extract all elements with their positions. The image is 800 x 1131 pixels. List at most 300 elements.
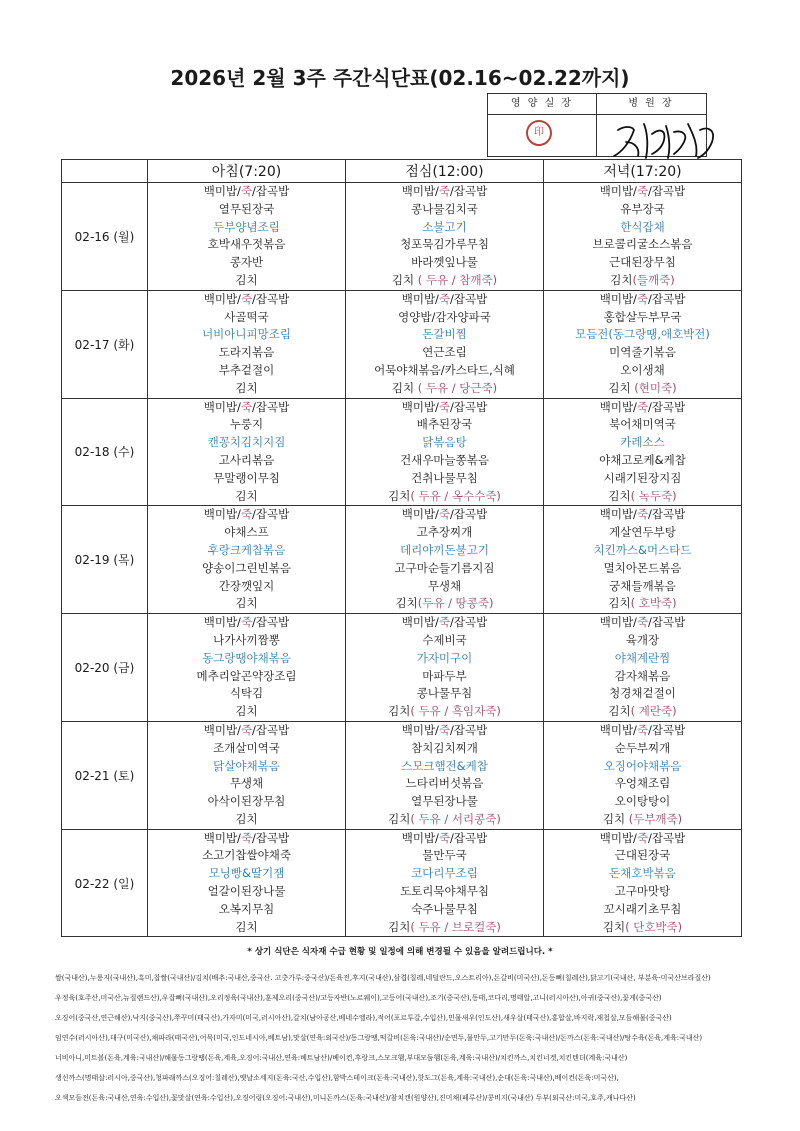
menu-item: [346, 362, 543, 380]
menu-item-text: ( 계란죽): [630, 704, 677, 719]
header-lunch: 점심(12:00): [346, 160, 544, 183]
menu-item-text: 너비아니피망조림: [202, 327, 291, 342]
menu-item-text: 한식잡채: [620, 219, 665, 234]
menu-item-text: 백미밥/: [401, 399, 439, 414]
menu-item: [148, 380, 345, 398]
lunch-cell: [346, 829, 544, 937]
menu-item-text: /잡곡밥: [648, 184, 686, 198]
menu-item: [346, 758, 543, 776]
menu-item-text: 백미밥/: [203, 722, 241, 737]
day-row: [62, 614, 742, 722]
menu-item-text: 죽: [438, 830, 451, 845]
menu-item: [148, 722, 345, 740]
menu-item-text: 죽: [240, 399, 253, 414]
menu-item-text: 죽: [240, 184, 253, 198]
menu-item-text: 죽: [636, 507, 649, 522]
menu-item-text: 열무된장국: [218, 201, 275, 216]
menu-item-text: 죽: [240, 722, 253, 737]
menu-item: [544, 865, 741, 883]
menu-item-text: ( 두유 / 흑임자죽): [410, 704, 501, 719]
menu-item: [148, 344, 345, 362]
header-dinner: 저녁(17:20): [544, 160, 742, 183]
menu-item-text: 건새우마늘쫑볶음: [400, 452, 489, 467]
dinner-cell: [544, 829, 742, 937]
menu-item-text: 홍합살두부무국: [603, 309, 682, 324]
menu-item: [346, 236, 543, 254]
menu-item: [346, 668, 543, 686]
menu-item: [148, 201, 345, 219]
menu-item: [148, 578, 345, 596]
menu-item-text: /잡곡밥: [252, 507, 290, 522]
menu-item-text: 오징어야채볶음: [603, 758, 682, 773]
origin-line: 쌀(국내산),누룽지(국내산),흑미,찹쌀(국내산)/김치(배추:국내산,중국산. 고춧가루:중국산)/돈육전,후지(국내산),삼겹(칠레,네덜란드,오스트리아),돈갈비(미국산),돈등뼈(칠레산),닭고기(국내산, 부분육-미국산브라질산): [55, 974, 711, 982]
menu-item-text: 스모크햄전&케찹: [401, 758, 488, 773]
menu-item: [148, 632, 345, 650]
menu-item-text: 배추된장국: [416, 417, 473, 432]
menu-item: [544, 399, 741, 417]
menu-item: [346, 542, 543, 560]
menu-item-text: 모듬전(동그랑땡,애호박전): [575, 327, 710, 342]
menu-item: [544, 685, 741, 703]
menu-item-text: /잡곡밥: [648, 722, 686, 737]
menu-item-text: 죽: [636, 184, 649, 198]
lunch-cell: [346, 183, 544, 291]
menu-item-text: /잡곡밥: [648, 399, 686, 414]
menu-item-text: 데리야끼돈불고기: [400, 542, 489, 557]
menu-item-text: 사골떡국: [224, 309, 269, 324]
menu-item-text: 게살연두부탕: [609, 525, 676, 540]
menu-item-text: 죽: [636, 399, 649, 414]
menu-item-text: 얼갈이된장나물: [207, 884, 286, 899]
menu-item: [544, 488, 741, 506]
menu-item-text: 오복지무침: [218, 901, 275, 916]
menu-item-text: 백미밥/: [203, 291, 241, 306]
breakfast-cell: [148, 506, 346, 614]
menu-item: [346, 865, 543, 883]
menu-item: [544, 614, 741, 632]
menu-item: [544, 703, 741, 721]
menu-item-text: 야채스프: [224, 525, 269, 540]
menu-item-text: 바라껫잎나물: [411, 255, 478, 270]
menu-item: [544, 524, 741, 542]
menu-item: [346, 614, 543, 632]
menu-item-text: 백미밥/: [599, 615, 637, 630]
breakfast-cell: [148, 183, 346, 291]
menu-item-text: /잡곡밥: [648, 830, 686, 845]
menu-item-text: 닭볶음탕: [422, 435, 467, 450]
menu-item-text: 김치: [235, 811, 258, 826]
menu-item-text: 김치: [602, 919, 626, 934]
menu-item: [544, 560, 741, 578]
menu-item-text: 죽: [438, 722, 451, 737]
menu-item: [544, 452, 741, 470]
menu-item: [346, 183, 543, 201]
menu-item: [544, 254, 741, 272]
approval-box: [487, 93, 707, 157]
menu-item-text: 백미밥/: [203, 830, 241, 845]
menu-item-text: 고사리볶음: [218, 452, 275, 467]
menu-item: [148, 614, 345, 632]
menu-item-text: 김치: [388, 919, 411, 934]
menu-item-text: 마파두부: [422, 668, 467, 683]
menu-item: [148, 919, 345, 937]
menu-item: [346, 434, 543, 452]
menu-item-text: 참치김치찌개: [411, 740, 478, 755]
day-date: 02-22 (일): [62, 829, 148, 937]
menu-item: [148, 272, 345, 290]
menu-item-text: ( 녹두죽): [630, 488, 677, 503]
menu-item: [346, 722, 543, 740]
lunch-cell: [346, 290, 544, 398]
menu-item-text: /잡곡밥: [252, 291, 290, 306]
origin-info: [55, 968, 755, 1108]
menu-item-text: 숙주나물무침: [411, 901, 478, 916]
menu-item: [346, 344, 543, 362]
menu-item: [148, 254, 345, 272]
menu-item: [544, 309, 741, 327]
day-date: 02-19 (목): [62, 506, 148, 614]
menu-item-text: 근대된장국: [614, 848, 671, 863]
menu-item-text: 시래기된장지짐: [603, 470, 682, 485]
menu-item-text: 영양밥/감자양파국: [398, 309, 491, 324]
weekly-menu-table: [61, 159, 742, 937]
menu-item: [148, 865, 345, 883]
menu-item: [544, 434, 741, 452]
menu-item: [148, 291, 345, 309]
menu-item: [148, 236, 345, 254]
menu-item: [148, 506, 345, 524]
menu-item: [346, 380, 543, 398]
menu-item-text: 어묵야채볶음/카스타드,식혜: [374, 362, 515, 377]
menu-item: [148, 362, 345, 380]
menu-item-text: 김치: [388, 488, 411, 503]
menu-item-text: 김치: [388, 704, 411, 719]
menu-item-text: 백미밥/: [599, 184, 637, 198]
menu-item-text: 김치: [235, 596, 258, 611]
menu-item: [346, 470, 543, 488]
header-row: [62, 160, 742, 183]
origin-line: 생선까스(명태살:러시아,중국산),청파래까스(오징어:칠레산),옛날소세지(돈육:국산,수입산),함박스테이크(돈육:국내산),핫도그(돈육,계육:국내산),순대(돈육:국내산),베이컨(돈육:미국산),: [55, 1074, 619, 1082]
menu-item: [544, 847, 741, 865]
day-row: [62, 829, 742, 937]
menu-item-text: 꼬시래기초무침: [603, 901, 682, 916]
menu-item-text: 닭살야채볶음: [213, 758, 280, 773]
menu-item: [148, 309, 345, 327]
menu-item: [148, 775, 345, 793]
menu-item: [544, 362, 741, 380]
menu-item-text: /잡곡밥: [648, 615, 686, 630]
menu-item-text: 캔꽁치김치지짐: [207, 435, 286, 450]
menu-item-text: 오이탕탕이: [614, 794, 671, 809]
menu-item-text: 김치: [608, 380, 635, 395]
day-row: [62, 398, 742, 506]
menu-item-text: 죽: [636, 722, 649, 737]
menu-item: [544, 650, 741, 668]
menu-item: [346, 488, 543, 506]
menu-item-text: 건취나물무침: [411, 470, 478, 485]
menu-item-text: 죽: [240, 830, 253, 845]
menu-item-text: 김치: [608, 704, 631, 719]
menu-item-text: 육개장: [625, 632, 660, 647]
menu-item: [148, 416, 345, 434]
day-date: 02-16 (월): [62, 183, 148, 291]
dinner-cell: [544, 506, 742, 614]
origin-line: 너비아니,미트볼(돈육,계육:국내산)/해물동그랑땡(돈육,계육,오징어:국내산,연육:베트남산)/베이컨,후랑크,스모크햄,부대모둠햄(돈육,계육:국내산)/치킨까스,치킨너겟,치킨텐더(계육:국내산): [55, 1054, 628, 1062]
dinner-cell: [544, 721, 742, 829]
menu-item-text: 소고기찹쌀야채죽: [202, 848, 291, 863]
menu-item-text: 김치: [388, 811, 411, 826]
menu-item-text: ( 두유 / 옥수수죽): [410, 488, 501, 503]
menu-item-text: 죽: [240, 291, 253, 306]
menu-item-text: /잡곡밥: [252, 830, 290, 845]
seal-stamp-icon: 印: [526, 120, 552, 146]
menu-item-text: 가자미구이: [416, 650, 473, 665]
menu-item: [148, 811, 345, 829]
menu-item-text: 죽: [240, 507, 253, 522]
dinner-cell: [544, 398, 742, 506]
menu-item-text: ( 두유 / 브로컬죽): [410, 919, 501, 934]
menu-item-text: 코다리무조림: [411, 866, 478, 881]
menu-item: [148, 434, 345, 452]
menu-item-text: 치킨까스&머스타드: [593, 542, 692, 557]
menu-item-text: 김치: [391, 380, 418, 395]
menu-item: [148, 901, 345, 919]
menu-item-text: 호박새우젓볶음: [207, 237, 286, 252]
menu-item-text: 수제비국: [422, 632, 467, 647]
menu-item: [346, 578, 543, 596]
menu-item: [148, 399, 345, 417]
menu-item-text: (두부깨죽): [628, 811, 683, 826]
menu-item-text: 죽: [438, 399, 451, 414]
menu-item-text: 죽: [240, 615, 253, 630]
menu-item-text: 조개살미역국: [213, 740, 280, 755]
notice-text: * 상기 식단은 식자재 수급 현황 및 일정에 의해 변경될 수 있음을 알려드립니다. *: [247, 947, 553, 957]
menu-item-text: 열무된장나물: [411, 794, 478, 809]
menu-item-text: ( 두유 / 서리콩죽): [410, 811, 501, 826]
menu-item: [148, 883, 345, 901]
menu-item-text: (현미죽): [634, 380, 677, 395]
menu-item-text: 김치: [235, 272, 258, 287]
lunch-cell: [346, 398, 544, 506]
menu-item-text: 백미밥/: [599, 722, 637, 737]
menu-item: [346, 901, 543, 919]
menu-item-text: 멸치아몬드볶음: [603, 560, 682, 575]
breakfast-cell: [148, 614, 346, 722]
menu-item: [544, 201, 741, 219]
menu-item-text: /잡곡밥: [450, 184, 488, 198]
menu-item-text: 소불고기: [422, 219, 467, 234]
menu-item: [544, 901, 741, 919]
menu-item: [544, 775, 741, 793]
menu-item: [346, 595, 543, 613]
menu-item: [544, 344, 741, 362]
day-date: 02-18 (수): [62, 398, 148, 506]
menu-item-text: 미역줄기볶음: [609, 345, 676, 360]
menu-item: [148, 219, 345, 237]
menu-item-text: 부추겉절이: [218, 362, 275, 377]
menu-item: [148, 326, 345, 344]
menu-item: [544, 236, 741, 254]
origin-line: 오징어(중국산,연근해산),낙지(중국산),쭈꾸미(태국산),가자미(미국,러시아산),갈치(남아공산,베네수엘라),적어(포르투갈,수입산),민물새우(인도산),새우살(태국산),홍합살,바지락,재첩살,모듬해물(중국산): [55, 1014, 672, 1022]
menu-item: [544, 506, 741, 524]
menu-item-text: 백미밥/: [599, 507, 637, 522]
menu-item-text: /잡곡밥: [648, 507, 686, 522]
menu-item: [148, 830, 345, 848]
menu-item: [346, 272, 543, 290]
menu-item-text: 백미밥/: [203, 184, 241, 198]
menu-item-text: 죽: [438, 291, 451, 306]
menu-item: [544, 668, 741, 686]
menu-item-text: 콩나물무침: [416, 686, 473, 701]
day-row: [62, 506, 742, 614]
menu-item-text: 백미밥/: [599, 291, 637, 306]
nutrition-approval: [488, 94, 597, 156]
menu-item-text: 백미밥/: [401, 722, 439, 737]
menu-item-text: 야채계란찜: [614, 650, 671, 665]
menu-item-text: 고구마맛탕: [614, 884, 671, 899]
director-approval: [596, 94, 706, 156]
menu-item-text: 백미밥/: [203, 507, 241, 522]
menu-item: [544, 883, 741, 901]
menu-item-text: 김치: [608, 488, 631, 503]
menu-item: [148, 758, 345, 776]
menu-item: [346, 703, 543, 721]
menu-item-text: 유부장국: [620, 201, 665, 216]
menu-item-text: 돈갈비찜: [422, 327, 467, 342]
menu-item: [346, 793, 543, 811]
menu-item: [544, 578, 741, 596]
menu-item: [346, 883, 543, 901]
menu-item: [346, 309, 543, 327]
menu-item: [346, 775, 543, 793]
menu-item: [148, 524, 345, 542]
menu-item-text: 아삭이된장무침: [207, 794, 286, 809]
menu-item-text: 무생채: [427, 578, 462, 593]
day-row: [62, 290, 742, 398]
menu-item-text: 도라지볶음: [218, 345, 275, 360]
lunch-cell: [346, 506, 544, 614]
menu-item-text: 우엉채조림: [614, 776, 671, 791]
menu-item: [544, 291, 741, 309]
menu-item-text: 오이생채: [620, 362, 665, 377]
menu-item: [346, 560, 543, 578]
menu-item: [346, 399, 543, 417]
menu-item-text: ( 단호박죽): [625, 919, 683, 934]
menu-item-text: 모닝빵&딸기잼: [208, 866, 285, 881]
menu-item-text: (두유 / 땅콩죽): [417, 596, 494, 611]
menu-item: [544, 830, 741, 848]
menu-item-text: 김치: [608, 596, 631, 611]
menu-item-text: 북어채미역국: [609, 417, 676, 432]
lunch-cell: [346, 721, 544, 829]
menu-item: [346, 201, 543, 219]
menu-item-text: 카레소스: [620, 435, 665, 450]
menu-item-text: 죽: [636, 830, 649, 845]
menu-item-text: 백미밥/: [401, 184, 439, 198]
menu-item-text: 양송이그린빈볶음: [202, 560, 291, 575]
menu-item: [544, 272, 741, 290]
menu-item: [346, 847, 543, 865]
dinner-cell: [544, 183, 742, 291]
breakfast-cell: [148, 829, 346, 937]
origin-line: 오색모듬전(돈육:국내산,연육:수입산),꽃맛살(연육:수입산),오징어링(오징어:국내산),미니돈까스(돈육:국내산)/참치캔(원양산),진미채(페루산)/콩비지(국내산) 두부(외국산:미국,호주,캐나다산): [55, 1094, 636, 1102]
menu-item-text: 김치: [235, 919, 258, 934]
menu-item-text: ( 두유 / 당근죽): [417, 380, 498, 395]
day-row: [62, 721, 742, 829]
menu-item: [346, 685, 543, 703]
menu-item-text: 백미밥/: [401, 615, 439, 630]
menu-item: [148, 740, 345, 758]
menu-item: [346, 524, 543, 542]
menu-item-text: /잡곡밥: [450, 722, 488, 737]
breakfast-cell: [148, 721, 346, 829]
menu-item-text: 두부양념조림: [213, 219, 280, 234]
menu-item: [544, 326, 741, 344]
menu-item-text: 나가사끼짬뽕: [213, 632, 280, 647]
menu-item: [346, 811, 543, 829]
menu-item-text: 도토리묵야채무침: [400, 884, 489, 899]
menu-item-text: 콩자반: [229, 255, 264, 270]
menu-item-text: 죽: [438, 615, 451, 630]
menu-item: [544, 219, 741, 237]
menu-item-text: 콩나물김치국: [411, 201, 478, 216]
menu-item-text: ( 호박죽): [630, 596, 677, 611]
menu-item-text: 죽: [438, 507, 451, 522]
header-blank: [62, 160, 148, 183]
day-date: 02-20 (금): [62, 614, 148, 722]
menu-item: [346, 740, 543, 758]
menu-item-text: 죽: [438, 184, 451, 198]
menu-item-text: /잡곡밥: [252, 615, 290, 630]
menu-item-text: 백미밥/: [599, 830, 637, 845]
menu-item: [346, 632, 543, 650]
menu-item-text: 고구마순들기름지짐: [394, 560, 495, 575]
menu-item-text: 고추장찌개: [416, 525, 473, 540]
menu-item-text: 백미밥/: [599, 399, 637, 414]
menu-item-text: 청경채겉절이: [609, 686, 676, 701]
menu-item-text: 메추리알곤약장조림: [196, 668, 297, 683]
menu-item: [346, 254, 543, 272]
menu-item-text: 백미밥/: [401, 507, 439, 522]
menu-item-text: /잡곡밥: [252, 722, 290, 737]
day-date: 02-17 (화): [62, 290, 148, 398]
menu-item-text: /잡곡밥: [450, 399, 488, 414]
menu-item: [544, 632, 741, 650]
menu-item: [148, 560, 345, 578]
menu-item: [346, 219, 543, 237]
menu-item-text: 청포묵김가루무침: [400, 237, 489, 252]
menu-item-text: /잡곡밥: [252, 184, 290, 198]
menu-item: [544, 919, 741, 937]
menu-item-text: 궁채들깨볶음: [609, 578, 676, 593]
menu-item: [148, 847, 345, 865]
menu-item-text: /잡곡밥: [648, 291, 686, 306]
menu-item-text: 브로콜리굴소스볶음: [592, 237, 693, 252]
origin-line: 임연수(러시아산),대구(미국산),채파라(태국산),어묵(미국,인도네시아,베트남),맛살(연육:외국산)/동그랑땡,떡갈비(돈육:국내산)/순면두,물만두,고기만두(돈육:국내산)/돈까스(돈육:국내산)/탕수육(돈육,계육:국내산): [55, 1034, 703, 1042]
dinner-cell: [544, 614, 742, 722]
nutrition-label: 영 양 실 장: [488, 94, 596, 115]
menu-item-text: 백미밥/: [203, 615, 241, 630]
menu-item-text: /잡곡밥: [252, 399, 290, 414]
menu-item: [148, 595, 345, 613]
origin-line: 우정육(호주산,미국산,뉴질랜드산),우잡뼈(국내산),오리정육(국내산),훈제오리(중국산)/고등자반(노르웨이),고등어(국내산),조기(중국산),동태,코다리,명태알,고니(러시아산),아귀(중국산),꽃게(중국산): [55, 994, 662, 1002]
menu-item: [544, 740, 741, 758]
menu-item: [544, 183, 741, 201]
menu-item-text: 김치: [610, 272, 633, 287]
menu-item: [148, 183, 345, 201]
page-title: 2026년 2월 3주 주간식단표(02.16~02.22까지): [170, 66, 630, 90]
menu-item-text: 김치: [395, 596, 418, 611]
